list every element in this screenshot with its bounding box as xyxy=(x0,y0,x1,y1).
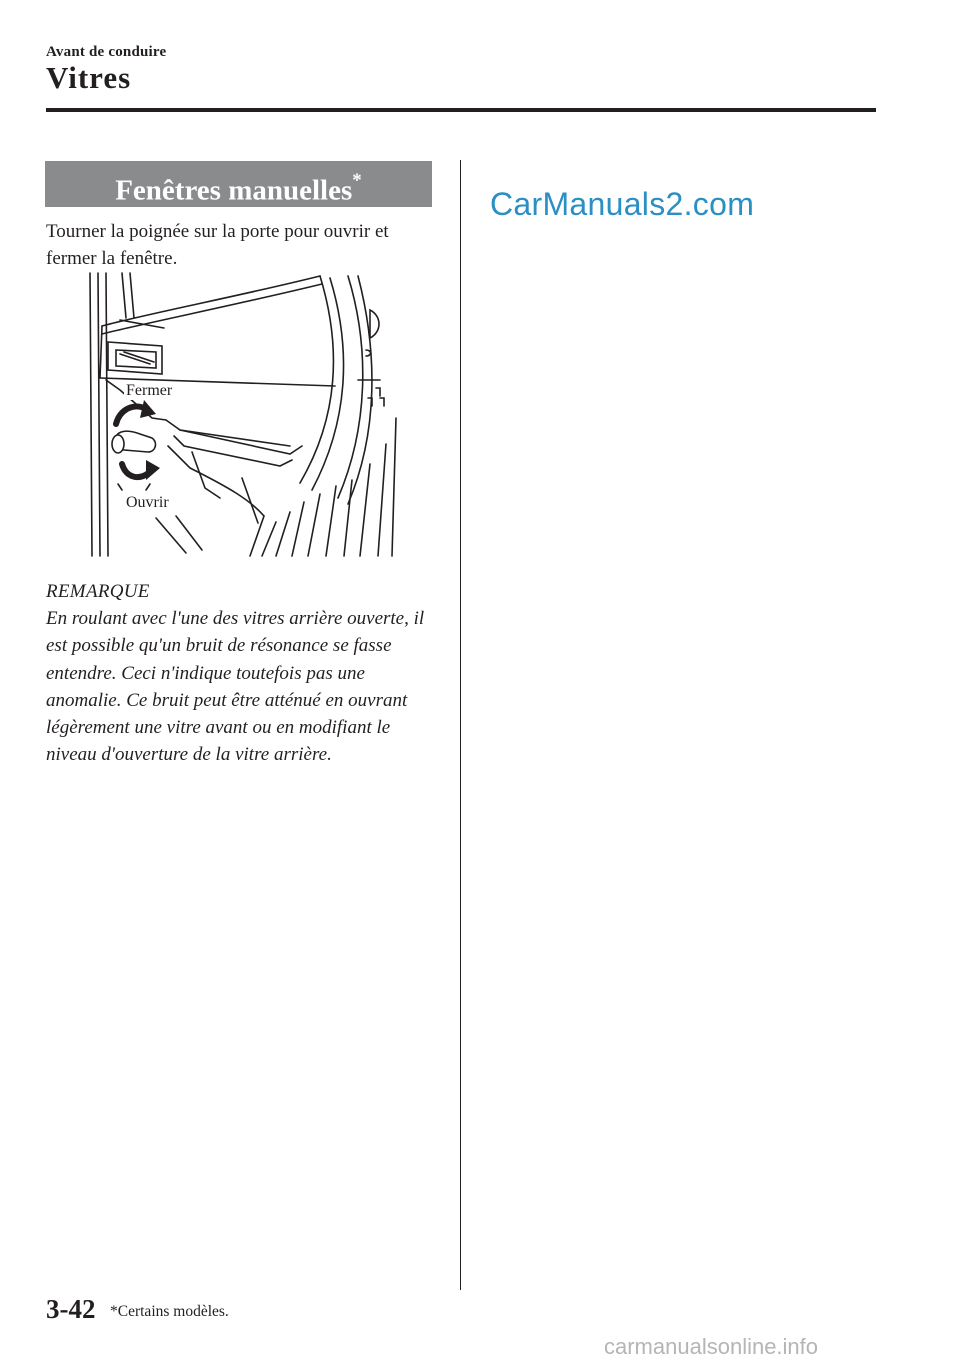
label-open: Ouvrir xyxy=(126,494,169,511)
heading-asterisk: * xyxy=(352,170,362,191)
note-text: En roulant avec l'une des vitres arrière ouverte, il est possible qu'un bruit de résonance se fasse entendre. Ceci n'indique toutefois pas une anomalie. Ce bruit peut être atténué en ouvrant légèrement une vitre avant ou en modifiant le niveau d'ouverture de la vitre arrière. xyxy=(46,608,425,766)
section-title: Vitres xyxy=(46,60,132,95)
footer-watermark: carmanualsonline.info xyxy=(604,1334,819,1359)
footnote: *Certains modèles. xyxy=(110,1303,229,1320)
chapter-title: Avant de conduire xyxy=(46,44,167,60)
header-rule xyxy=(46,108,876,112)
column-divider xyxy=(460,160,461,1290)
note-box xyxy=(46,578,441,768)
heading-band xyxy=(45,161,432,207)
door-handle-drawing xyxy=(80,268,400,558)
label-close: Fermer xyxy=(126,382,173,399)
intro-paragraph: Tourner la poignée sur la porte pour ouvrir et fermer la fenêtre. xyxy=(46,221,389,269)
watermark-logo: CarManuals2.com xyxy=(490,186,755,222)
heading-text: Fenêtres manuelles xyxy=(115,174,353,207)
note-title: REMARQUE xyxy=(46,581,150,602)
door-handle-illustration xyxy=(80,268,400,558)
page-number: 3-42 xyxy=(46,1294,96,1324)
